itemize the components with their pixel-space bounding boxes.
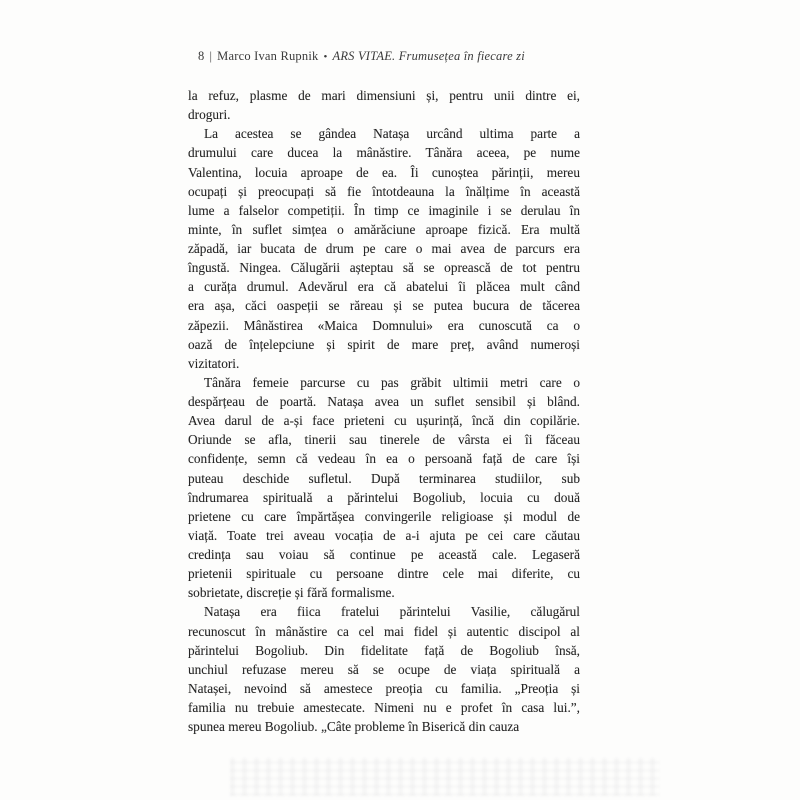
text-line: unchiul refuzase mereu să se ocupe de viața spirituală a (188, 661, 580, 677)
text-line: zăpezii. Mânăstirea «Maica Domnului» era cunoscută ca o (188, 317, 580, 333)
text-line: minte, în suflet simțea o amărăciune aproape fizică. Era multă (188, 221, 580, 237)
header-separator: | (209, 49, 213, 63)
text-line: confidențe, semn că vedeau în ea o persoană față de care își (188, 451, 580, 467)
header-bullet: • (323, 51, 328, 63)
text-line: Natașa era fiica fratelui părintelui Vasilie, călugărul (204, 604, 580, 620)
text-line: sobrietate, discreție și fără formalisme. (188, 585, 395, 601)
body-text (188, 86, 580, 736)
header-book-title: ARS VITAE. Frumusețea în fiecare zi (332, 49, 525, 63)
text-line: viață. Toate trei aveau vocația de a-i ajuta pe cei care căutau (188, 527, 580, 543)
text-line: îndrumarea spirituală a părintelui Bogoliub, locuia cu două (188, 489, 580, 505)
text-line: prietene cu care împărtășea convingerile religioase și modul de (188, 508, 580, 524)
text-line: droguri. (188, 107, 231, 123)
text-line: recunoscut în mânăstire ca cel mai fidel și autentic discipol al (188, 623, 580, 639)
text-line: vizitatori. (188, 355, 240, 371)
text-line: spunea mereu Bogoliub. „Câte probleme în Biserică din cauza (188, 719, 520, 735)
running-header (198, 49, 598, 65)
scan-noise-artifact (230, 758, 660, 796)
header-author: Marco Ivan Rupnik (217, 49, 319, 63)
text-line: Oriunde se afla, tinerii sau tinerele de vârsta ei îi făceau (188, 432, 580, 448)
text-line: zăpadă, iar bucata de drum pe care o mai avea de parcurs era (188, 241, 580, 256)
text-line: îngustă. Ningea. Călugării așteptau să se oprească de tot pentru (188, 260, 580, 276)
paragraph (188, 373, 580, 603)
text-line: Valentina, locuia aproape de ea. Îi cunoștea părinții, mereu (188, 164, 580, 180)
text-line: drumului care ducea la mânăstire. Tânăra aceea, pe nume (188, 145, 580, 161)
paragraph (188, 124, 580, 373)
text-line: Tânăra femeie parcurse cu pas grăbit ultimii metri care o (204, 374, 580, 390)
text-line: a curăța drumul. Adevărul era că abatelui îi plăcea mult când (188, 279, 580, 295)
text-line: Avea darul de a-și face prieteni cu ușurință, încă din copilărie. (188, 413, 580, 429)
text-line: ocupați și preocupați să fie întotdeauna la înălțime în această (188, 183, 580, 199)
text-line: familia nu trebuie amestecate. Nimeni nu e profet în casa lui.”, (188, 700, 580, 715)
text-line: prietenii spirituale cu persoane dintre cele mai diferite, cu (188, 566, 580, 582)
text-line: credința sau voiau să continue pe această cale. Legaseră (188, 547, 580, 562)
page-number: 8 (198, 49, 205, 63)
text-line: lume a falselor competiții. În timp ce imaginile i se derulau în (188, 202, 580, 218)
text-line: oază de înțelepciune și spirit de mare preț, având numeroși (188, 336, 580, 352)
text-line: Natașei, nevoind să amestece preoția cu familia. „Preoția și (188, 680, 580, 696)
text-line: era așa, căci oaspeții se răreau și se putea bucura de tăcerea (188, 298, 580, 314)
text-line: despărțeau de poartă. Natașa avea un suflet sensibil și blând. (188, 394, 580, 409)
text-line: părintelui Bogoliub. Din fidelitate față de Bogoliub însă, (188, 642, 580, 658)
text-line: puteau deschide sufletul. După terminarea studiilor, sub (188, 470, 580, 486)
paragraph (188, 602, 580, 736)
text-line: La acestea se gândea Natașa urcând ultima parte a (204, 126, 580, 142)
text-line: la refuz, plasme de mari dimensiuni și, pentru unii dintre ei, (188, 88, 580, 103)
paragraph (188, 86, 580, 124)
